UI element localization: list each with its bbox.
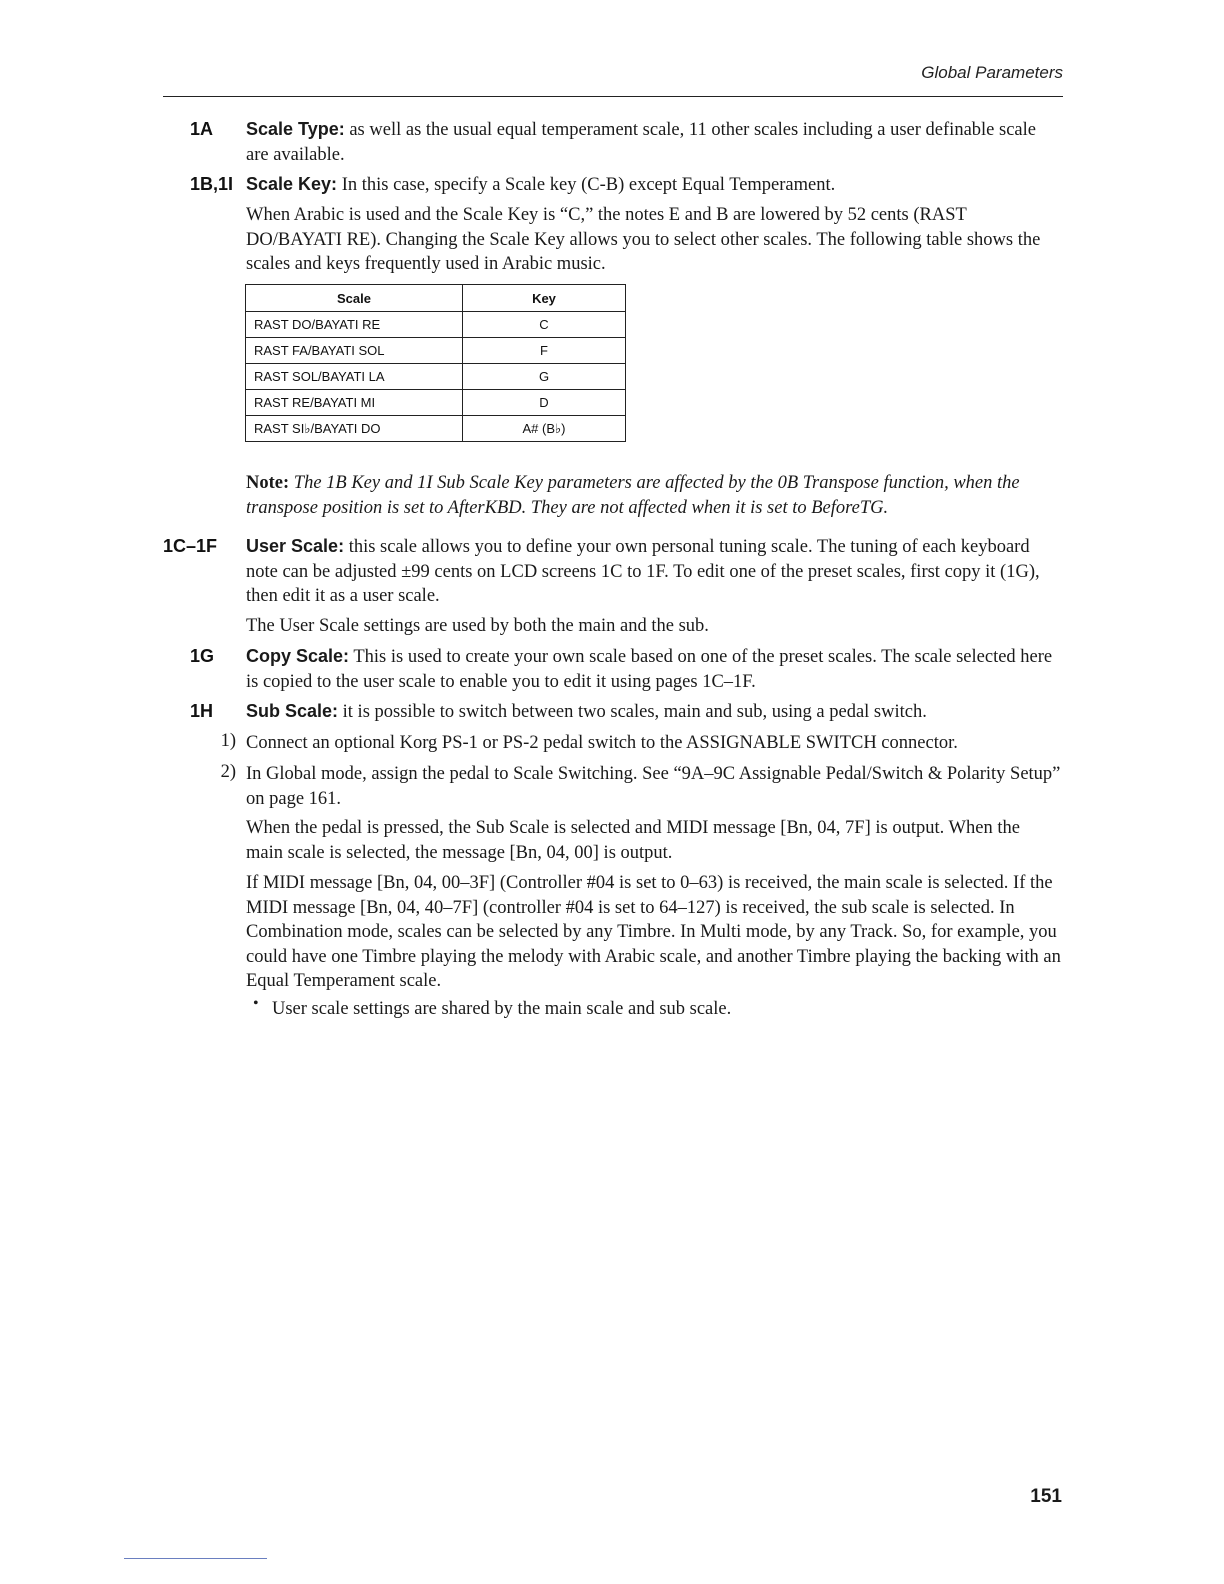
table-row bbox=[246, 364, 626, 390]
sub-scale-midi-output: When the pedal is pressed, the Sub Scale is selected and MIDI message [Bn, 04, 7F] is output. When the main scale is selected, the message [Bn, 04, 00] is output. bbox=[246, 818, 1020, 863]
section-tag-1b: 1B,1I bbox=[190, 174, 234, 194]
copy-scale-text: This is used to create your own scale based on one of the preset scales. The scale selected here is copied to the user scale to enable you to edit it using pages 1C–1F. bbox=[246, 647, 1053, 692]
section-scale-type bbox=[246, 117, 1061, 167]
table-cell-key: A# (B♭) bbox=[463, 416, 626, 442]
user-scale-text: this scale allows you to define your own personal tuning scale. The tuning of each keyboard note can be adjusted ±99 cents on LCD screens 1C to 1F. To edit one of the preset scales, first copy it (1G), then edit it as a user scale. bbox=[246, 537, 1040, 606]
section-tag-1c-1f: 1C–1F bbox=[163, 536, 218, 556]
header-title: Global Parameters bbox=[921, 63, 1063, 82]
page-header bbox=[163, 60, 1063, 97]
table-cell-key: F bbox=[463, 338, 626, 364]
sub-scale-text: it is possible to switch between two scales, main and sub, using a pedal switch. bbox=[338, 702, 927, 722]
step-number: 2) bbox=[220, 762, 236, 782]
section-tag-1h: 1H bbox=[190, 701, 214, 721]
table-cell-scale: RAST DO/BAYATI RE bbox=[246, 312, 463, 338]
scale-key-text: In this case, specify a Scale key (C-B) except Equal Temperament. bbox=[337, 175, 836, 195]
scale-type-text: as well as the usual equal temperament scale, 11 other scales including a user definable scale are available. bbox=[246, 120, 1036, 165]
bullet-icon: • bbox=[253, 995, 259, 1012]
section-tag-1a: 1A bbox=[190, 119, 214, 139]
section-scale-key bbox=[246, 172, 1061, 198]
table-header-row bbox=[246, 285, 626, 312]
term-copy-scale: Copy Scale: bbox=[246, 646, 350, 666]
bullet-text: User scale settings are shared by the main scale and sub scale. bbox=[272, 999, 732, 1019]
section-sub-scale bbox=[246, 699, 1061, 725]
step-text: In Global mode, assign the pedal to Scale Switching. See “9A–9C Assignable Pedal/Switch & Polarity Setup” on page 161. bbox=[246, 764, 1061, 809]
table-cell-key: G bbox=[463, 364, 626, 390]
page-number: 151 bbox=[1030, 1486, 1062, 1507]
sub-scale-midi-receive: If MIDI message [Bn, 04, 00–3F] (Controller #04 is set to 0–63) is received, the main scale is selected. If the MIDI message [Bn, 04, 40–7F] (controller #04 is set to 64–127) is received, the sub scale is selected. In Combination mode, scales can be selected by any Timbre. In Multi mode, by any Track. So, for example, you could have one Timbre playing the melody with Arabic scale, and another Timbre playing the backing with an Equal Temperament scale. bbox=[246, 873, 1061, 991]
note-label: Note: bbox=[246, 473, 290, 493]
section-user-scale bbox=[246, 534, 1061, 609]
term-scale-key: Scale Key: bbox=[246, 174, 338, 194]
table-cell-scale: RAST FA/BAYATI SOL bbox=[246, 338, 463, 364]
scale-key-description: When Arabic is used and the Scale Key is “C,” the notes E and B are lowered by 52 cents (RAST DO/BAYATI RE). Changing the Scale Key allows you to select other scales. The following table shows the scales and keys frequently used in Arabic music. bbox=[246, 205, 1041, 274]
step-text: Connect an optional Korg PS-1 or PS-2 pedal switch to the ASSIGNABLE SWITCH connector. bbox=[246, 733, 958, 753]
table-header-key: Key bbox=[463, 285, 626, 312]
footer-rule bbox=[124, 1558, 267, 1559]
table-cell-scale: RAST SOL/BAYATI LA bbox=[246, 364, 463, 390]
term-scale-type: Scale Type: bbox=[246, 119, 345, 139]
table-cell-scale: RAST RE/BAYATI MI bbox=[246, 390, 463, 416]
note-text: The 1B Key and 1I Sub Scale Key parameters are affected by the 0B Transpose function, when the transpose position is set to AfterKBD. They are not affected when it is set to BeforeTG. bbox=[246, 473, 1020, 518]
user-scale-note: The User Scale settings are used by both the main and the sub. bbox=[246, 616, 709, 636]
table-cell-scale: RAST SI♭/BAYATI DO bbox=[246, 416, 463, 442]
table-row bbox=[246, 416, 626, 442]
section-tag-1g: 1G bbox=[190, 646, 215, 666]
table-cell-key: C bbox=[463, 312, 626, 338]
table-row bbox=[246, 390, 626, 416]
table-cell-key: D bbox=[463, 390, 626, 416]
table-header-scale: Scale bbox=[246, 285, 463, 312]
section-copy-scale bbox=[246, 644, 1061, 694]
table-row bbox=[246, 338, 626, 364]
term-sub-scale: Sub Scale: bbox=[246, 701, 339, 721]
table-row bbox=[246, 312, 626, 338]
term-user-scale: User Scale: bbox=[246, 536, 345, 556]
note-paragraph bbox=[246, 471, 1061, 520]
step-number: 1) bbox=[220, 731, 236, 751]
scale-key-table bbox=[245, 284, 626, 442]
